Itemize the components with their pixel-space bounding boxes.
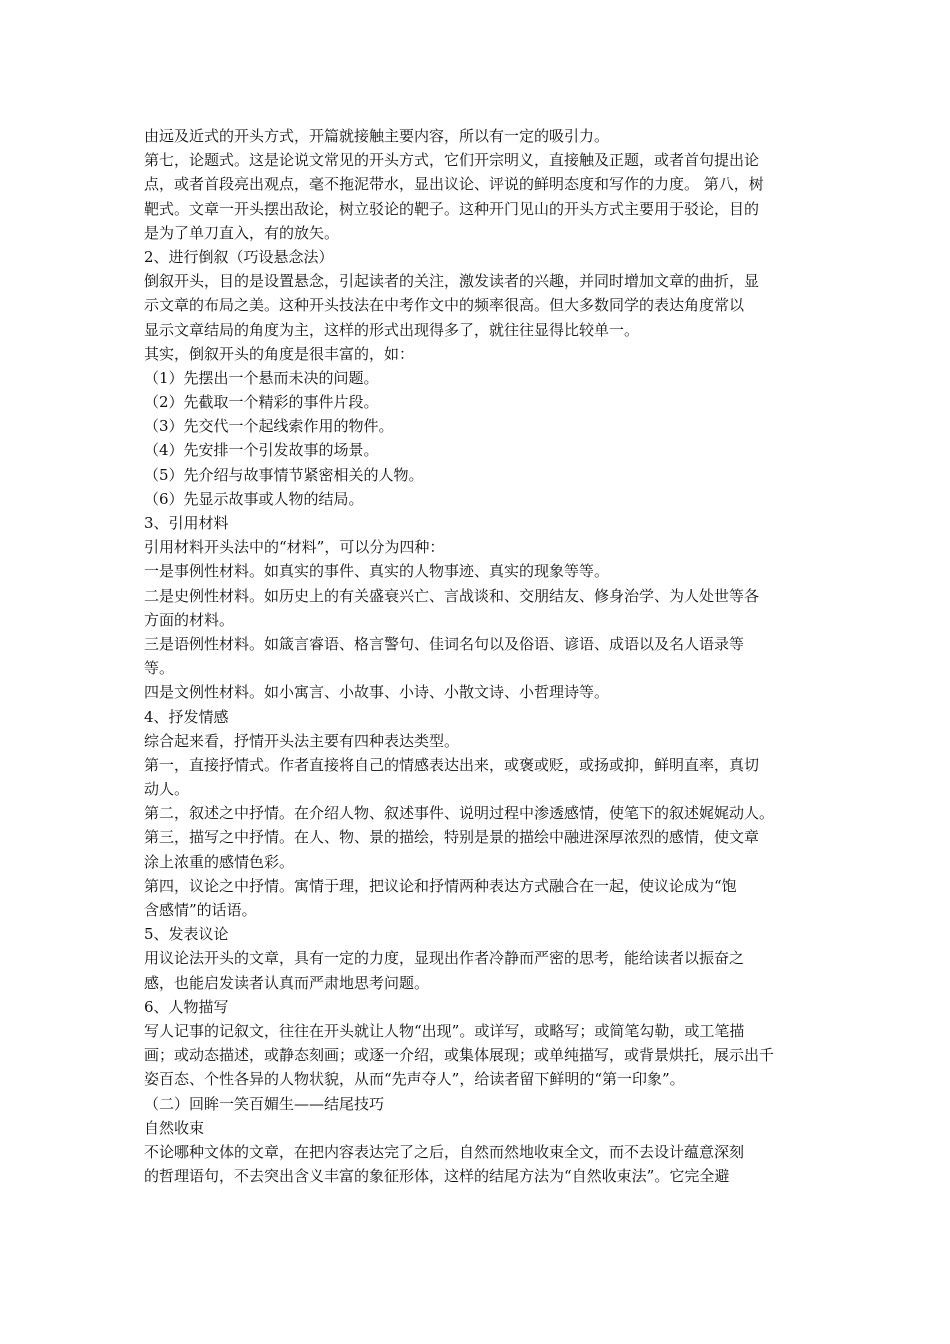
list-item: （3）先交代一个起线索作用的物件。 bbox=[144, 417, 394, 436]
text-line: 由远及近式的开头方式，开篇就接触主要内容，所以有一定的吸引力。 bbox=[144, 127, 610, 145]
text-line: 其实，倒叙开头的角度是很丰富的，如： bbox=[144, 344, 415, 363]
text-line: 画；或动态描述，或静态刻画；或逐一介绍，或集体展现；或单纯描写，或背景烘托，展示出千 bbox=[144, 1046, 775, 1065]
text-line: 姿百态、个性各异的人物状貌，从而“先声夺人”，给读者留下鲜明的“第一印象”。 bbox=[144, 1070, 685, 1089]
document-page bbox=[144, 124, 814, 1188]
text-line: 的哲理语句，不去突出含义丰富的象征形体，这样的结尾方法为“自然收束法”。它完全避 bbox=[144, 1167, 730, 1186]
section-heading: （二）回眸一笑百媚生——结尾技巧 bbox=[144, 1094, 385, 1113]
text-line: 涂上浓重的感情色彩。 bbox=[144, 852, 295, 871]
text-line: 第一，直接抒情式。作者直接将自己的情感表达出来，或褒或贬，或扬或抑，鲜明直率，真切 bbox=[144, 755, 760, 774]
list-item: （6）先显示故事或人物的结局。 bbox=[144, 489, 364, 508]
text-line: 用议论法开头的文章，具有一定的力度，显现出作者冷静而严密的思考，能给读者以振奋之 bbox=[144, 949, 745, 968]
text-line: 四是文例性材料。如小寓言、小故事、小诗、小散文诗、小哲理诗等。 bbox=[144, 683, 610, 702]
text-line: 显示文章结局的角度为主，这样的形式出现得多了，就往往显得比较单一。 bbox=[144, 320, 640, 339]
text-line: 一是事例性材料。如真实的事件、真实的人物事迹、真实的现象等等。 bbox=[144, 562, 610, 581]
text-line: 写人记事的记叙文，往往在开头就让人物“出现”。或详写，或略写；或简笔勾勒，或工笔描 bbox=[144, 1021, 745, 1040]
section-heading: 5、发表议论 bbox=[144, 925, 229, 944]
text-line: 第二，叙述之中抒情。在介绍人物、叙述事件、说明过程中渗透感情，使笔下的叙述娓娓动人。 bbox=[144, 804, 775, 823]
text-line: 等。 bbox=[144, 659, 175, 678]
text-line: 感，也能启发读者认真而严肃地思考问题。 bbox=[144, 973, 430, 992]
text-line: 方面的材料。 bbox=[144, 610, 235, 629]
text-line: 靶式。文章一开头摆出敌论，树立驳论的靶子。这种开门见山的开头方式主要用于驳论，目的 bbox=[144, 199, 760, 218]
text-line: 第四，议论之中抒情。寓情于理，把议论和抒情两种表达方式融合在一起，使议论成为“饱 bbox=[144, 876, 737, 895]
text-line: 引用材料开头法中的“材料”，可以分为四种： bbox=[144, 538, 445, 557]
text-line: 动人。 bbox=[144, 780, 190, 799]
section-heading: 3、引用材料 bbox=[144, 514, 229, 532]
text-line: 示文章的布局之美。这种开头技法在中考作文中的频率很高。但大多数同学的表达角度常以 bbox=[144, 296, 745, 315]
text-line: 二是史例性材料。如历史上的有关盛衰兴亡、言战谈和、交朋结友、修身治学、为人处世等各 bbox=[144, 586, 760, 605]
text-line: 第七，论题式。这是论说文常见的开头方式，它们开宗明义，直接触及正题，或者首句提出论 bbox=[144, 151, 760, 170]
list-item: （2）先截取一个精彩的事件片段。 bbox=[144, 393, 379, 412]
text-line: 第三，描写之中抒情。在人、物、景的描绘，特别是景的描绘中融进深厚浓烈的感情，使文章 bbox=[144, 828, 760, 847]
section-heading: 2、进行倒叙（巧设悬念法） bbox=[144, 247, 334, 266]
text-line: 三是语例性材料。如箴言睿语、格言警句、佳词名句以及俗语、谚语、成语以及名人语录等 bbox=[144, 634, 745, 653]
list-item: （5）先介绍与故事情节紧密相关的人物。 bbox=[144, 465, 424, 484]
text-line: 点，或者首段亮出观点，毫不拖泥带水，显出议论、评说的鲜明态度和写作的力度。 第八，树 bbox=[144, 175, 764, 194]
section-heading: 6、人物描写 bbox=[144, 997, 229, 1016]
list-item: （1）先摆出一个悬而未决的问题。 bbox=[144, 368, 379, 387]
text-line: 不论哪种文体的文章，在把内容表达完了之后，自然而然地收束全文，而不去设计蕴意深刻 bbox=[144, 1142, 745, 1161]
text-line: 含感情”的话语。 bbox=[144, 901, 257, 919]
section-heading: 自然收束 bbox=[144, 1118, 205, 1137]
text-line: 综合起来看，抒情开头法主要有四种表达类型。 bbox=[144, 731, 460, 750]
section-heading: 4、抒发情感 bbox=[144, 707, 229, 726]
list-item: （4）先安排一个引发故事的场景。 bbox=[144, 441, 379, 460]
text-line: 倒叙开头，目的是设置悬念，引起读者的关注，激发读者的兴趣，并同时增加文章的曲折，显 bbox=[144, 272, 760, 291]
text-line: 是为了单刀直入，有的放矢。 bbox=[144, 223, 340, 242]
